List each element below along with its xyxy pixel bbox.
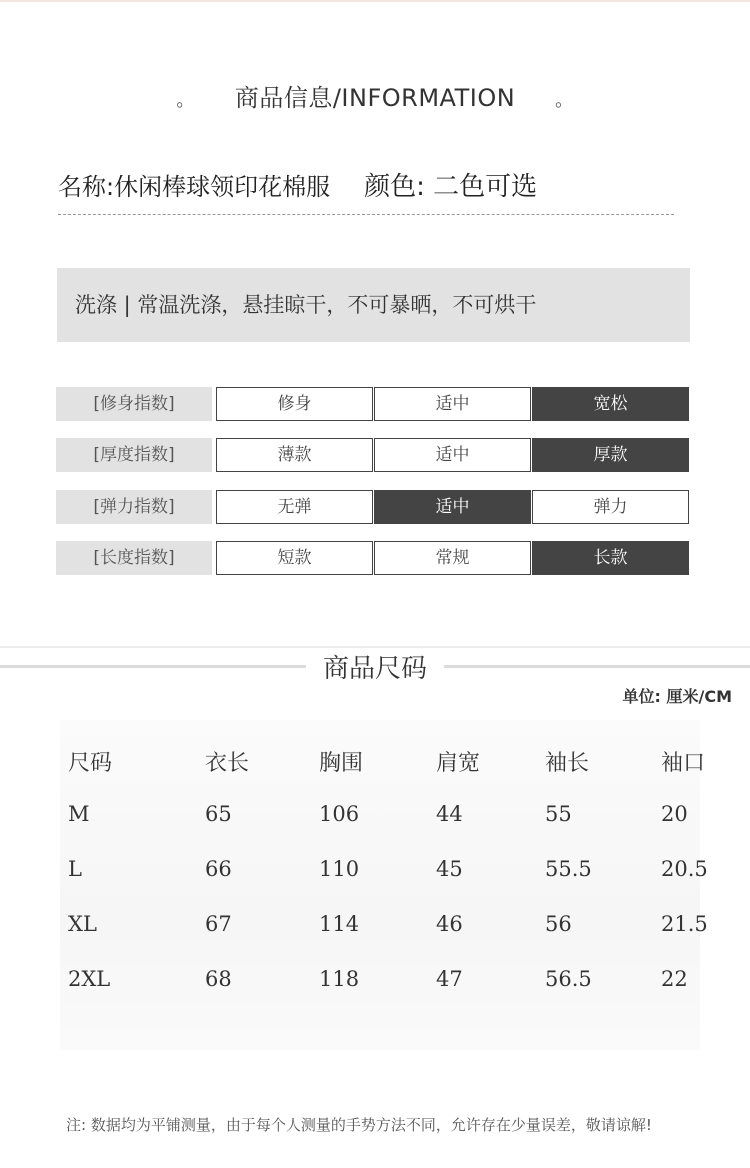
table-cell: 2XL (68, 966, 111, 991)
size-section-title (0, 648, 750, 688)
table-cell: 22 (661, 966, 688, 991)
table-cell: 21.5 (661, 911, 708, 936)
table-cell: 68 (205, 966, 232, 991)
column-header: 胸围 (319, 750, 364, 776)
table-cell: 44 (436, 801, 463, 826)
table-cell: 66 (205, 856, 232, 881)
index-option: 适中 (374, 490, 531, 524)
index-option: 厚款 (532, 438, 689, 472)
column-header: 袖长 (545, 750, 590, 776)
info-section-title (0, 78, 750, 113)
table-cell: 67 (205, 911, 232, 936)
column-header: 肩宽 (436, 750, 481, 776)
index-option: 宽松 (532, 387, 689, 421)
index-option: 长款 (532, 541, 689, 575)
index-option: 弹力 (532, 490, 689, 524)
table-cell: 118 (319, 966, 360, 991)
table-cell: 56 (545, 911, 572, 936)
table-cell: 110 (319, 856, 360, 881)
product-name: 名称:休闲棒球领印花棉服 (58, 173, 331, 201)
index-label: [弹力指数] (56, 490, 212, 524)
section-gap (0, 604, 750, 648)
table-cell: 47 (436, 966, 463, 991)
index-option: 常规 (374, 541, 531, 575)
wash-instructions: 洗涤 | 常温洗涤，悬挂晾干，不可暴晒，不可烘干 (57, 268, 690, 342)
table-header-row (50, 736, 742, 786)
index-option: 适中 (374, 387, 531, 421)
table-cell: M (68, 801, 90, 826)
index-option: 修身 (216, 387, 373, 421)
measurement-note: 注: 数据均为平铺测量，由于每个人测量的手势方法不同，允许存在少量误差，敬请谅解! (66, 1116, 652, 1134)
column-header: 衣长 (205, 750, 250, 776)
size-title-text: 商品尺码 (311, 654, 439, 684)
index-option: 短款 (216, 541, 373, 575)
product-color: 颜色: 二色可选 (364, 172, 538, 202)
table-cell: 46 (436, 911, 463, 936)
product-name-row (58, 166, 537, 203)
table-cell: 55 (545, 801, 572, 826)
table-row (50, 951, 742, 1006)
table-cell: 20 (661, 801, 688, 826)
index-row-elasticity (56, 490, 691, 524)
table-cell: 106 (319, 801, 360, 826)
table-cell: XL (68, 911, 97, 936)
info-title-text: 商品信息/INFORMATION (234, 84, 516, 112)
table-cell: 55.5 (545, 856, 592, 881)
index-option: 适中 (374, 438, 531, 472)
table-cell: 45 (436, 856, 463, 881)
dashed-divider (58, 214, 674, 215)
title-dot-left: 。 (176, 90, 195, 111)
index-option: 薄款 (216, 438, 373, 472)
table-row (50, 841, 742, 896)
top-border (0, 0, 750, 2)
index-row-fit (56, 387, 691, 421)
table-cell: L (68, 856, 82, 881)
column-header: 尺码 (68, 750, 113, 776)
table-row (50, 896, 742, 951)
index-label: [长度指数] (56, 541, 212, 575)
index-label: [厚度指数] (56, 438, 212, 472)
table-cell: 114 (319, 911, 360, 936)
table-cell: 65 (205, 801, 232, 826)
column-header: 袖口 (661, 750, 706, 776)
title-dot-right: 。 (555, 90, 574, 111)
index-row-thickness (56, 438, 691, 472)
table-cell: 20.5 (661, 856, 708, 881)
table-row (50, 786, 742, 841)
size-table (50, 736, 742, 1006)
index-label: [修身指数] (56, 387, 212, 421)
index-row-length (56, 541, 691, 575)
unit-label: 单位: 厘米/CM (622, 687, 732, 706)
table-cell: 56.5 (545, 966, 592, 991)
index-option: 无弹 (216, 490, 373, 524)
